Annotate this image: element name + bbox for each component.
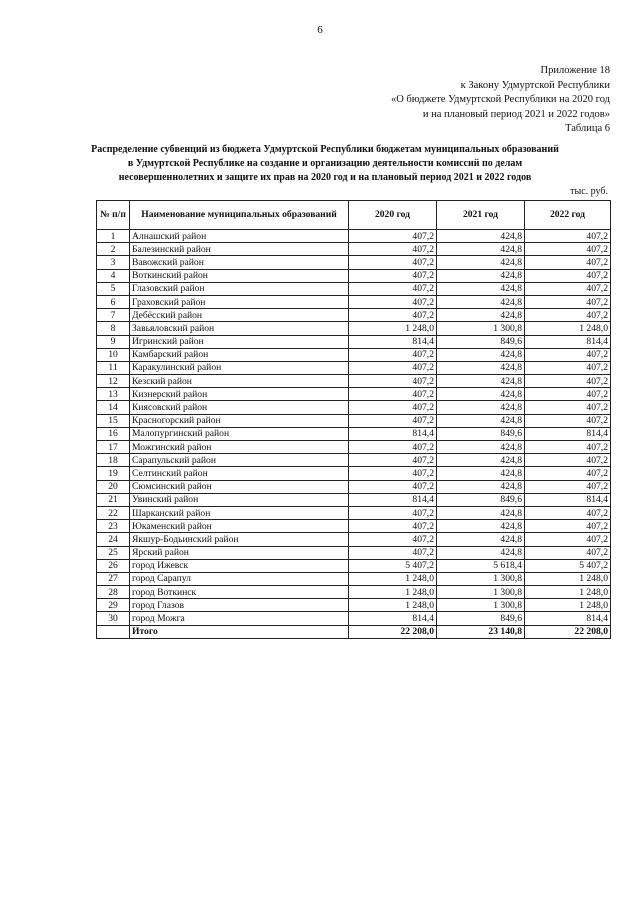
value-2021: 5 618,4 xyxy=(437,559,525,572)
table-header-row xyxy=(97,201,611,230)
table-row xyxy=(97,441,611,454)
value-2021: 424,8 xyxy=(437,256,525,269)
value-2020: 1 248,0 xyxy=(349,572,437,585)
value-2022: 407,2 xyxy=(525,256,611,269)
municipality-name: Юкаменский район xyxy=(130,520,349,533)
table-row xyxy=(97,546,611,559)
municipality-name: Игринский район xyxy=(130,335,349,348)
value-2020: 407,2 xyxy=(349,441,437,454)
value-2020: 407,2 xyxy=(349,506,437,519)
appendix-line: и на плановый период 2021 и 2022 годов» xyxy=(422,108,610,120)
row-number: 19 xyxy=(97,467,130,480)
value-2020: 407,2 xyxy=(349,269,437,282)
municipality-name: Ярский район xyxy=(130,546,349,559)
municipality-name: Сюмсинский район xyxy=(130,480,349,493)
row-number: 25 xyxy=(97,546,130,559)
value-2022: 407,2 xyxy=(525,454,611,467)
municipality-name: город Воткинск xyxy=(130,586,349,599)
header-number: № п/п xyxy=(97,201,130,230)
value-2020: 407,2 xyxy=(349,309,437,322)
document-title: Распределение субвенций из бюджета Удмуртской Республики бюджетам муниципальных образований в Удмуртской Республике на создание и организацию деятельности комиссий по делам несовершеннолетних и защите их прав на 2020 год и на плановый период 2021 и 2022 годов xyxy=(91,144,559,183)
value-2021: 1 300,8 xyxy=(437,572,525,585)
value-2020: 407,2 xyxy=(349,388,437,401)
value-2022: 407,2 xyxy=(525,269,611,282)
value-2022: 407,2 xyxy=(525,467,611,480)
row-number: 8 xyxy=(97,322,130,335)
value-2022: 1 248,0 xyxy=(525,599,611,612)
value-2022: 1 248,0 xyxy=(525,322,611,335)
table-row xyxy=(97,282,611,295)
table-row xyxy=(97,269,611,282)
row-number: 1 xyxy=(97,230,130,243)
value-2021: 849,6 xyxy=(437,427,525,440)
table-row xyxy=(97,401,611,414)
row-number: 6 xyxy=(97,295,130,308)
header-name: Наименование муниципальных образований xyxy=(130,201,349,230)
value-2021: 424,8 xyxy=(437,441,525,454)
municipality-name: Увинский район xyxy=(130,493,349,506)
municipality-name: Якшур-Бодьинский район xyxy=(130,533,349,546)
table-body xyxy=(97,230,611,639)
value-2020: 5 407,2 xyxy=(349,559,437,572)
table-row xyxy=(97,414,611,427)
table-row xyxy=(97,467,611,480)
municipality-name: город Можга xyxy=(130,612,349,625)
value-2022: 407,2 xyxy=(525,480,611,493)
value-2022: 1 248,0 xyxy=(525,586,611,599)
value-2021: 1 300,8 xyxy=(437,322,525,335)
municipality-name: Кизнерский район xyxy=(130,388,349,401)
row-number: 29 xyxy=(97,599,130,612)
municipality-name: Алнашский район xyxy=(130,230,349,243)
subventions-table xyxy=(96,200,611,639)
table-row xyxy=(97,480,611,493)
value-2020: 407,2 xyxy=(349,401,437,414)
appendix-line: Приложение 18 xyxy=(540,65,610,76)
value-2022: 1 248,0 xyxy=(525,572,611,585)
total-row xyxy=(97,625,611,638)
row-number: 28 xyxy=(97,586,130,599)
row-number: 14 xyxy=(97,401,130,414)
value-2022: 407,2 xyxy=(525,361,611,374)
value-2021: 424,8 xyxy=(437,282,525,295)
value-2022: 814,4 xyxy=(525,493,611,506)
appendix-line: к Закону Удмуртской Республики xyxy=(460,79,610,91)
value-2021: 1 300,8 xyxy=(437,586,525,599)
value-2020: 407,2 xyxy=(349,375,437,388)
row-number: 23 xyxy=(97,520,130,533)
value-2021: 424,8 xyxy=(437,467,525,480)
value-2022: 407,2 xyxy=(525,309,611,322)
table-row xyxy=(97,295,611,308)
value-2021: 424,8 xyxy=(437,401,525,414)
value-2020: 1 248,0 xyxy=(349,586,437,599)
row-number: 4 xyxy=(97,269,130,282)
row-number: 20 xyxy=(97,480,130,493)
value-2021: 424,8 xyxy=(437,480,525,493)
row-number: 12 xyxy=(97,375,130,388)
table-row xyxy=(97,230,611,243)
row-number: 21 xyxy=(97,493,130,506)
table-row xyxy=(97,572,611,585)
row-number: 15 xyxy=(97,414,130,427)
value-2020: 814,4 xyxy=(349,335,437,348)
value-2020: 407,2 xyxy=(349,361,437,374)
value-2021: 424,8 xyxy=(437,375,525,388)
value-2022: 407,2 xyxy=(525,295,611,308)
row-number: 3 xyxy=(97,256,130,269)
municipality-name: Граховский район xyxy=(130,295,349,308)
municipality-name: Кезский район xyxy=(130,375,349,388)
municipality-name: Шарканский район xyxy=(130,506,349,519)
value-2020: 407,2 xyxy=(349,230,437,243)
value-2022: 814,4 xyxy=(525,427,611,440)
row-number: 30 xyxy=(97,612,130,625)
row-number: 10 xyxy=(97,348,130,361)
table-row xyxy=(97,243,611,256)
value-2021: 424,8 xyxy=(437,295,525,308)
municipality-name: Воткинский район xyxy=(130,269,349,282)
municipality-name: город Сарапул xyxy=(130,572,349,585)
row-number: 2 xyxy=(97,243,130,256)
municipality-name: Камбарский район xyxy=(130,348,349,361)
value-2022: 407,2 xyxy=(525,230,611,243)
table-row xyxy=(97,348,611,361)
value-2020: 407,2 xyxy=(349,546,437,559)
total-2020: 22 208,0 xyxy=(349,625,437,638)
table-row xyxy=(97,427,611,440)
row-number: 11 xyxy=(97,361,130,374)
municipality-name: город Ижевск xyxy=(130,559,349,572)
value-2022: 407,2 xyxy=(525,282,611,295)
value-2021: 424,8 xyxy=(437,520,525,533)
municipality-name: Глазовский район xyxy=(130,282,349,295)
value-2021: 849,6 xyxy=(437,493,525,506)
municipality-name: Завьяловский район xyxy=(130,322,349,335)
municipality-name: Балезинский район xyxy=(130,243,349,256)
total-number xyxy=(97,625,130,638)
value-2021: 424,8 xyxy=(437,348,525,361)
row-number: 27 xyxy=(97,572,130,585)
table-row xyxy=(97,599,611,612)
municipality-name: Вавожский район xyxy=(130,256,349,269)
value-2020: 407,2 xyxy=(349,414,437,427)
value-2020: 407,2 xyxy=(349,520,437,533)
table-row xyxy=(97,388,611,401)
table-row xyxy=(97,533,611,546)
row-number: 26 xyxy=(97,559,130,572)
municipality-name: город Глазов xyxy=(130,599,349,612)
appendix-line: «О бюджете Удмуртской Республики на 2020 год xyxy=(390,94,610,105)
value-2021: 424,8 xyxy=(437,243,525,256)
value-2021: 424,8 xyxy=(437,546,525,559)
value-2021: 424,8 xyxy=(437,414,525,427)
table-row xyxy=(97,309,611,322)
row-number: 5 xyxy=(97,282,130,295)
page-number: 6 xyxy=(317,24,323,36)
value-2022: 407,2 xyxy=(525,388,611,401)
value-2022: 407,2 xyxy=(525,243,611,256)
header-2021: 2021 год xyxy=(437,201,525,230)
municipality-name: Киясовский район xyxy=(130,401,349,414)
table-row xyxy=(97,361,611,374)
table-row xyxy=(97,375,611,388)
value-2020: 407,2 xyxy=(349,533,437,546)
value-2022: 407,2 xyxy=(525,506,611,519)
value-2022: 407,2 xyxy=(525,533,611,546)
table-row xyxy=(97,506,611,519)
municipality-name: Дебёсский район xyxy=(130,309,349,322)
header-2020: 2020 год xyxy=(349,201,437,230)
value-2020: 407,2 xyxy=(349,454,437,467)
municipality-name: Малопургинский район xyxy=(130,427,349,440)
row-number: 18 xyxy=(97,454,130,467)
value-2022: 407,2 xyxy=(525,414,611,427)
table-row xyxy=(97,520,611,533)
value-2020: 814,4 xyxy=(349,612,437,625)
value-2021: 424,8 xyxy=(437,230,525,243)
total-2022: 22 208,0 xyxy=(525,625,611,638)
municipality-name: Сарапульский район xyxy=(130,454,349,467)
value-2022: 407,2 xyxy=(525,375,611,388)
value-2022: 407,2 xyxy=(525,401,611,414)
value-2021: 424,8 xyxy=(437,388,525,401)
municipality-name: Можгинский район xyxy=(130,441,349,454)
table-row xyxy=(97,335,611,348)
municipality-name: Селтинский район xyxy=(130,467,349,480)
value-2021: 424,8 xyxy=(437,533,525,546)
value-2020: 407,2 xyxy=(349,480,437,493)
value-2020: 407,2 xyxy=(349,256,437,269)
table-row xyxy=(97,559,611,572)
row-number: 9 xyxy=(97,335,130,348)
value-2021: 849,6 xyxy=(437,335,525,348)
table-row xyxy=(97,454,611,467)
row-number: 7 xyxy=(97,309,130,322)
value-2021: 424,8 xyxy=(437,454,525,467)
total-label: Итого xyxy=(130,625,349,638)
row-number: 22 xyxy=(97,506,130,519)
units-label: тыс. руб. xyxy=(570,186,608,197)
table-label: Таблица 6 xyxy=(565,123,610,134)
appendix-header xyxy=(391,64,610,137)
value-2020: 814,4 xyxy=(349,427,437,440)
value-2022: 407,2 xyxy=(525,348,611,361)
value-2020: 407,2 xyxy=(349,243,437,256)
row-number: 16 xyxy=(97,427,130,440)
row-number: 17 xyxy=(97,441,130,454)
table-row xyxy=(97,493,611,506)
value-2022: 407,2 xyxy=(525,546,611,559)
value-2020: 814,4 xyxy=(349,493,437,506)
value-2022: 407,2 xyxy=(525,441,611,454)
value-2020: 1 248,0 xyxy=(349,322,437,335)
value-2021: 1 300,8 xyxy=(437,599,525,612)
value-2020: 407,2 xyxy=(349,467,437,480)
table-row xyxy=(97,256,611,269)
row-number: 13 xyxy=(97,388,130,401)
municipality-name: Каракулинский район xyxy=(130,361,349,374)
value-2022: 5 407,2 xyxy=(525,559,611,572)
table-row xyxy=(97,586,611,599)
table-row xyxy=(97,322,611,335)
value-2021: 424,8 xyxy=(437,309,525,322)
value-2022: 814,4 xyxy=(525,335,611,348)
total-2021: 23 140,8 xyxy=(437,625,525,638)
header-2022: 2022 год xyxy=(525,201,611,230)
value-2022: 407,2 xyxy=(525,520,611,533)
value-2021: 424,8 xyxy=(437,361,525,374)
row-number: 24 xyxy=(97,533,130,546)
value-2021: 849,6 xyxy=(437,612,525,625)
value-2021: 424,8 xyxy=(437,269,525,282)
value-2020: 1 248,0 xyxy=(349,599,437,612)
value-2020: 407,2 xyxy=(349,282,437,295)
municipality-name: Красногорский район xyxy=(130,414,349,427)
value-2022: 814,4 xyxy=(525,612,611,625)
value-2020: 407,2 xyxy=(349,295,437,308)
value-2020: 407,2 xyxy=(349,348,437,361)
table-row xyxy=(97,612,611,625)
value-2021: 424,8 xyxy=(437,506,525,519)
